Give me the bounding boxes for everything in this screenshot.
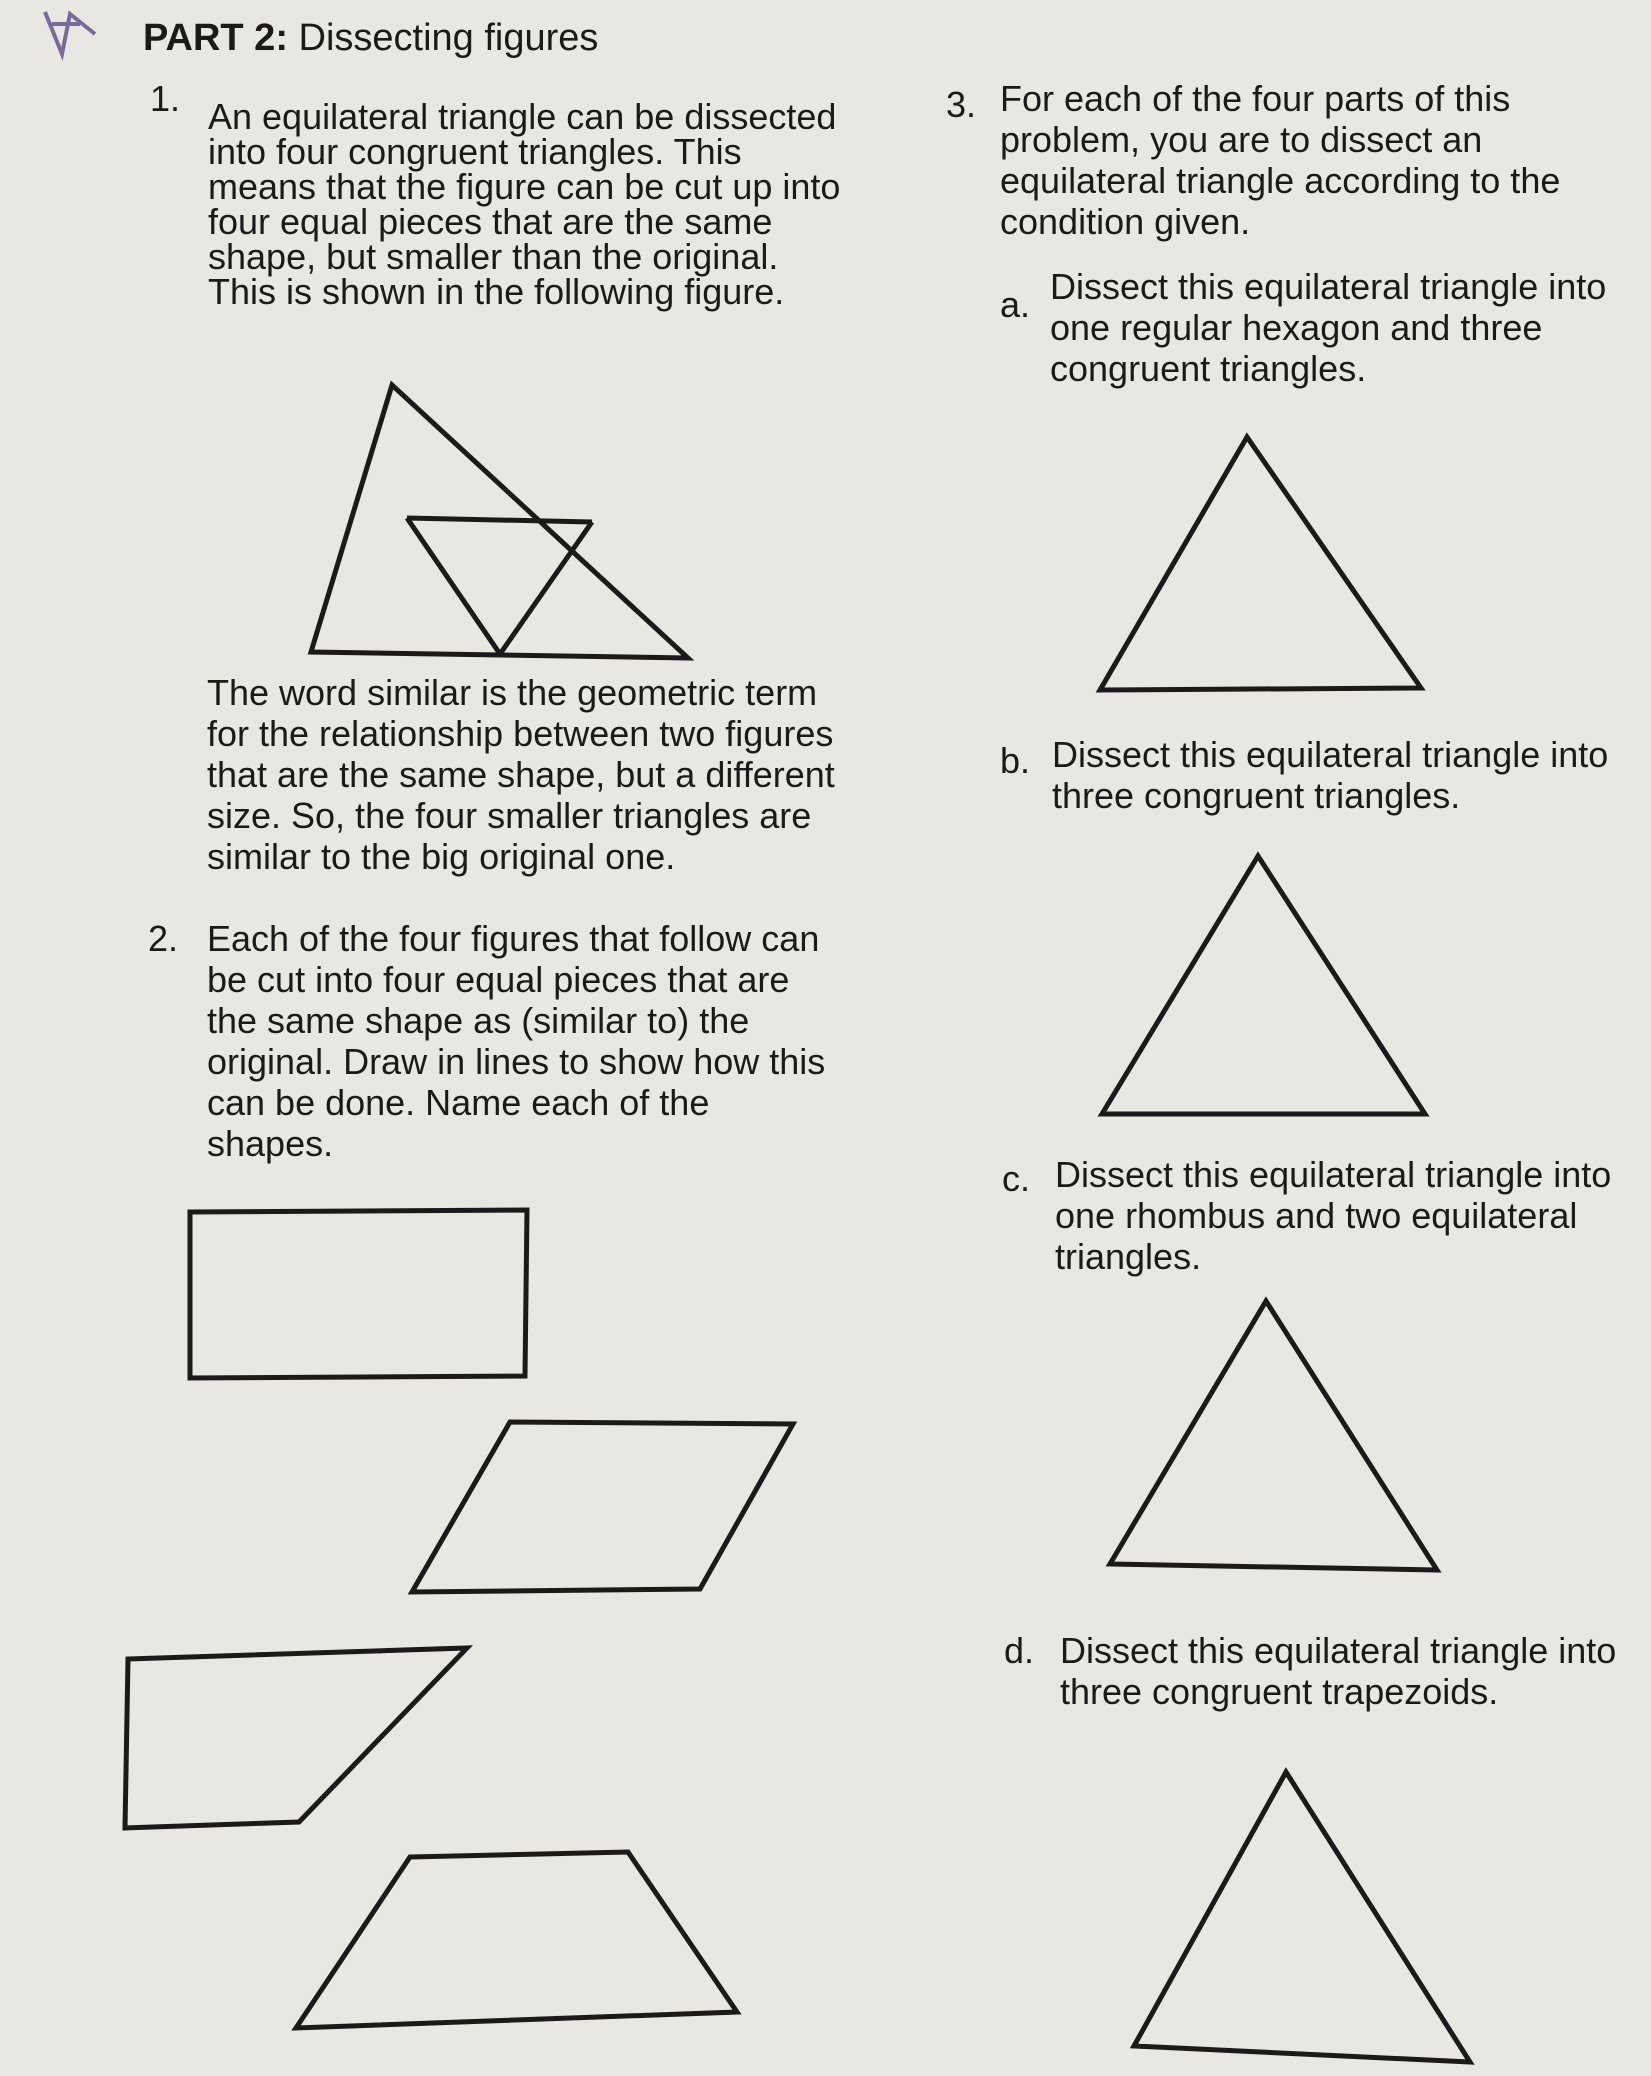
part-d-line: three congruent trapezoids. [1060,1671,1499,1712]
isosceles-trapezoid-shape [296,1852,737,2028]
parallelogram-shape [412,1422,793,1592]
similar-line: for the relationship between two figures [207,713,834,754]
q1-line: means that the figure can be cut up into [208,166,841,207]
similar-line: The word similar is the geometric term [207,672,818,713]
part-b-line: three congruent triangles. [1052,775,1461,816]
q3-line: problem, you are to dissect an [1000,119,1483,160]
q3-line: For each of the four parts of this [1000,78,1511,119]
part-a-line: one regular hexagon and three [1050,307,1543,348]
question-2-number: 2. [148,918,179,959]
q2-line: be cut into four equal pieces that are [207,959,790,1000]
q1-line: shape, but smaller than the original. [208,236,779,277]
q2-line: shapes. [207,1123,334,1164]
q2-line: the same shape as (similar to) the [207,1000,750,1041]
triangle-a [1100,437,1421,690]
part-c-line: Dissect this equilateral triangle into [1055,1154,1612,1195]
triangle-c [1110,1301,1437,1570]
mid-line-left [407,518,500,654]
part-a-letter: a. [1000,284,1031,325]
triangle-b [1102,856,1425,1114]
q2-line: Each of the four figures that follow can [207,918,820,959]
q1-line: four equal pieces that are the same [208,201,773,242]
part-b-letter: b. [1000,740,1031,781]
similar-line: that are the same shape, but a different [207,754,835,795]
q1-line: An equilateral triangle can be dissected [208,96,837,137]
mid-line-horizontal [407,518,592,522]
part-d-line: Dissect this equilateral triangle into [1060,1630,1617,1671]
similar-line: similar to the big original one. [207,836,676,877]
page-title: PART 2: Dissecting figures [143,17,599,59]
question-1-number: 1. [150,78,181,119]
part-d-letter: d. [1004,1630,1035,1671]
question-3-number: 3. [946,84,977,125]
similar-line: size. So, the four smaller triangles are [207,795,812,836]
triangle-d [1134,1772,1470,2062]
part-c-line: triangles. [1055,1236,1202,1277]
q3-line: equilateral triangle according to the [1000,160,1561,201]
rectangle-shape [190,1210,527,1378]
part-a-line: Dissect this equilateral triangle into [1050,266,1607,307]
q2-line: can be done. Name each of the [207,1082,710,1123]
part-a-line: congruent triangles. [1050,348,1367,389]
trapezoid-right-shape [125,1648,467,1828]
q1-line: into four congruent triangles. This [208,131,742,172]
q2-line: original. Draw in lines to show how this [207,1041,826,1082]
q1-line: This is shown in the following figure. [208,271,785,312]
dissected-triangle-figure [311,385,688,658]
part-c-line: one rhombus and two equilateral [1055,1195,1578,1236]
part-c-letter: c. [1002,1158,1031,1199]
part-b-line: Dissect this equilateral triangle into [1052,734,1609,775]
mid-line-right [500,522,592,654]
q3-line: condition given. [1000,201,1251,242]
